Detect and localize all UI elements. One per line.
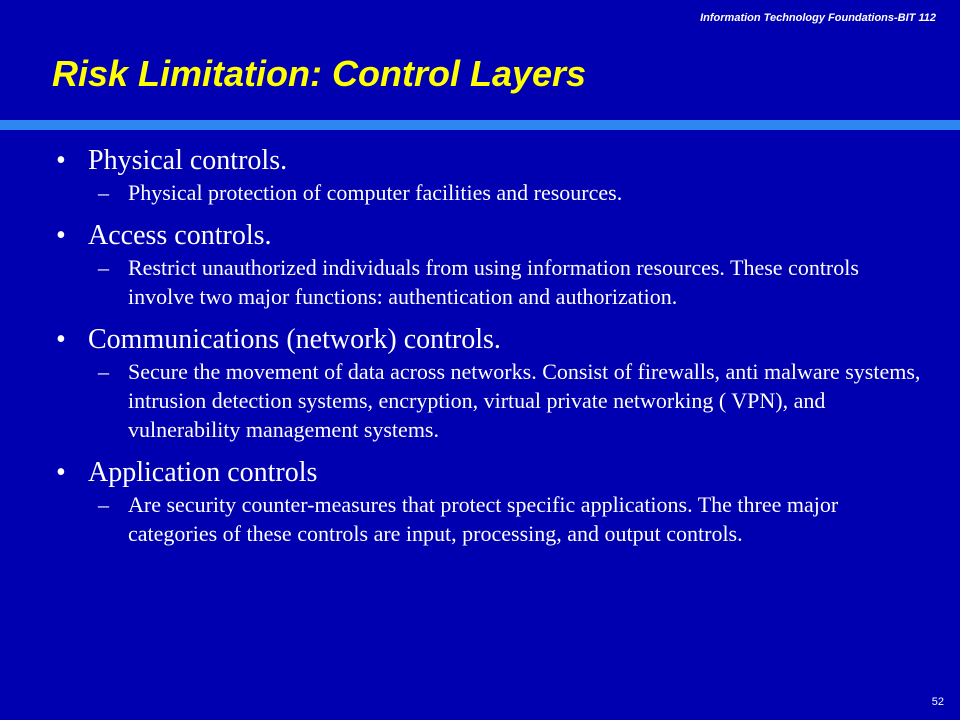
sub-bullet (56, 490, 926, 548)
bullet-item-physical (56, 144, 926, 207)
bullet-icon: • (56, 324, 66, 355)
bullet-heading (56, 456, 926, 490)
bullet-heading (56, 219, 926, 253)
dash-icon: – (98, 180, 109, 205)
sub-bullet-text: Secure the movement of data across networks. Consist of firewalls, anti malware systems, intrusion detection systems, encryption, virtual private networking ( VPN), and vulnerability management systems. (128, 359, 921, 442)
bullet-icon: • (56, 457, 66, 488)
bullet-icon: • (56, 220, 66, 251)
dash-icon: – (98, 492, 109, 517)
title-divider (0, 120, 960, 130)
bullet-heading-text: Communications (network) controls. (88, 324, 501, 355)
dash-icon: – (98, 359, 109, 384)
course-name: Information Technology Foundations-BIT 112 (700, 12, 936, 24)
bullet-item-application (56, 456, 926, 548)
dash-icon: – (98, 255, 109, 280)
bullet-heading-text: Physical controls. (88, 145, 288, 176)
bullet-heading (56, 144, 926, 178)
sub-bullet (56, 253, 926, 311)
bullet-item-communications (56, 323, 926, 444)
bullet-heading-text: Access controls. (88, 220, 272, 251)
bullet-item-access (56, 219, 926, 311)
page-number: 52 (931, 696, 944, 708)
bullet-list (56, 144, 926, 560)
sub-bullet-text: Physical protection of computer facilities and resources. (128, 180, 623, 205)
bullet-heading-text: Application controls (88, 457, 318, 488)
slide-title: Risk Limitation: Control Layers (52, 53, 587, 94)
sub-bullet (56, 357, 926, 444)
bullet-icon: • (56, 145, 66, 176)
sub-bullet-text: Restrict unauthorized individuals from using information resources. These controls involve two major functions: authentication and authorization. (128, 255, 859, 309)
bullet-heading (56, 323, 926, 357)
sub-bullet (56, 178, 926, 207)
sub-bullet-text: Are security counter-measures that protect specific applications. The three major categories of these controls are input, processing, and output controls. (128, 492, 839, 546)
